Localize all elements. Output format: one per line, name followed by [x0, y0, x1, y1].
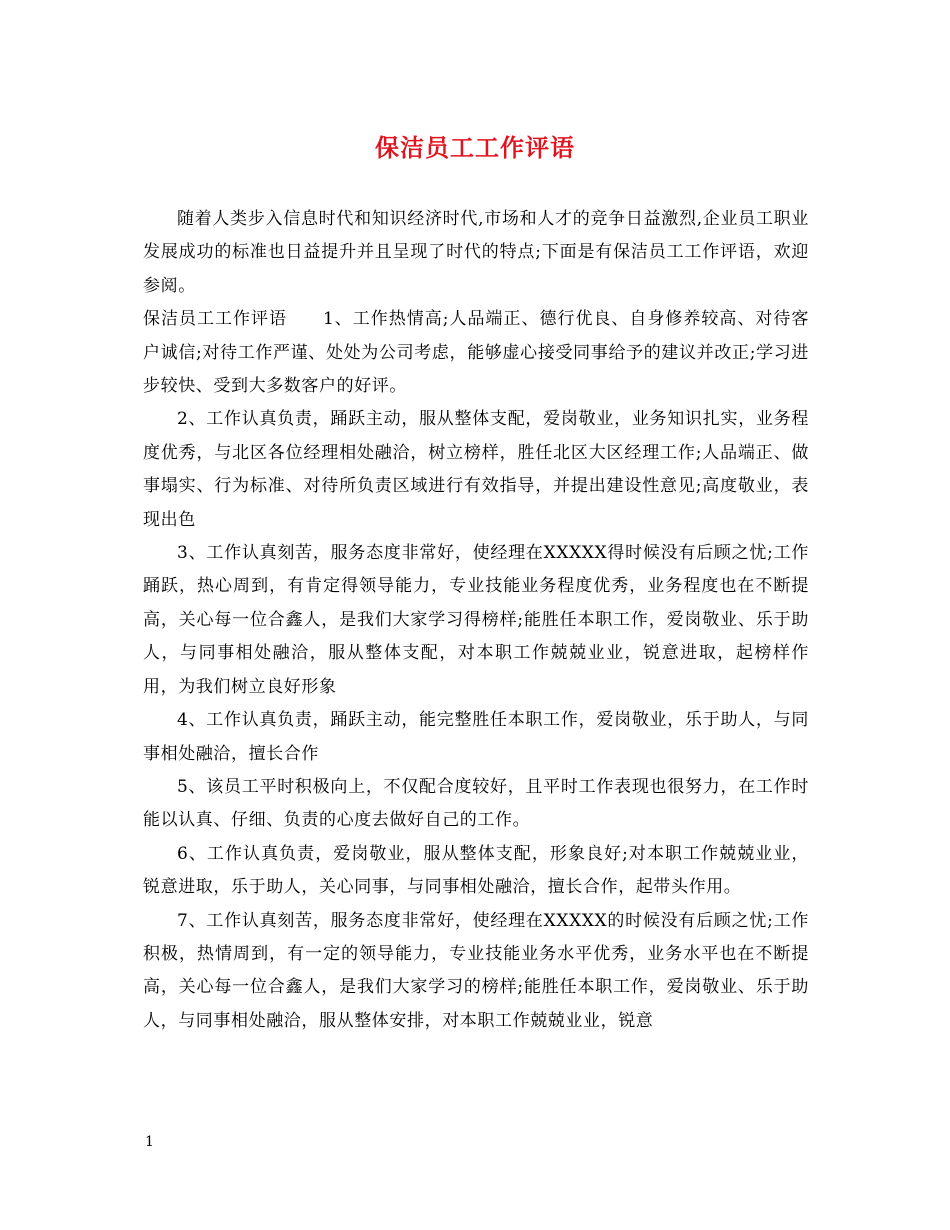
page-number: 1 [145, 1134, 154, 1150]
item-4: 4、工作认真负责，踊跃主动，能完整胜任本职工作，爱岗敬业，乐于助人，与同事相处融洽，擅长合作 [143, 710, 809, 764]
item-7: 7、工作认真刻苦，服务态度非常好，使经理在XXXXX的时候没有后顾之忧;工作积极，热情周到，有一定的领导能力，专业技能业务水平优秀，业务水平也在不断提高，关心每一位合鑫人，是我们大家学习的榜样;能胜任本职工作，爱岗敬业、乐于助人，与同事相处融洽，服从整体安排，对本职工作兢兢业业，锐意 [143, 910, 809, 1031]
item-6: 6、工作认真负责，爱岗敬业，服从整体支配，形象良好;对本职工作兢兢业业，锐意进取，乐于助人，关心同事，与同事相处融洽，擅长合作，起带头作用。 [143, 843, 809, 898]
item-5: 5、该员工平时积极向上，不仅配合度较好，且平时工作表现也很努力，在工作时能以认真、仔细、负责的心度去做好自己的工作。 [143, 776, 809, 831]
first-item-paragraph [143, 303, 809, 403]
item-2: 2、工作认真负责，踊跃主动，服从整体支配，爱岗敬业，业务知识扎实，业务程度优秀，与北区各位经理相处融洽，树立榜样，胜任北区大区经理工作;人品端正、做事塌实、行为标准、对待所负责区域进行有效指导，并提出建设性意见;高度敬业，表现出色 [143, 409, 809, 530]
document-title: 保洁员工工作评语 [375, 133, 575, 162]
section-label: 保洁员工工作评语 [143, 309, 287, 330]
item-1: 1、工作热情高;人品端正、德行优良、自身修养较高、对待客户诚信;对待工作严谨、处处为公司考虑，能够虚心接受同事给予的建议并改正;学习进步较快、受到大多数客户的好评。 [143, 309, 809, 397]
document-body [143, 203, 809, 1038]
item-3: 3、工作认真刻苦，服务态度非常好，使经理在XXXXX得时候没有后顾之忧;工作踊跃，热心周到，有肯定得领导能力，专业技能业务程度优秀，业务程度也在不断提高，关心每一位合鑫人，是我们大家学习得榜样;能胜任本职工作，爱岗敬业、乐于助人，与同事相处融洽，服从整体支配，对本职工作兢兢业业，锐意进取，起榜样作用，为我们树立良好形象 [143, 543, 809, 697]
intro-paragraph: 随着人类步入信息时代和知识经济时代,市场和人才的竞争日益激烈,企业员工职业发展成功的标准也日益提升并且呈现了时代的特点;下面是有保洁员工工作评语，欢迎参阅。 [143, 209, 809, 296]
